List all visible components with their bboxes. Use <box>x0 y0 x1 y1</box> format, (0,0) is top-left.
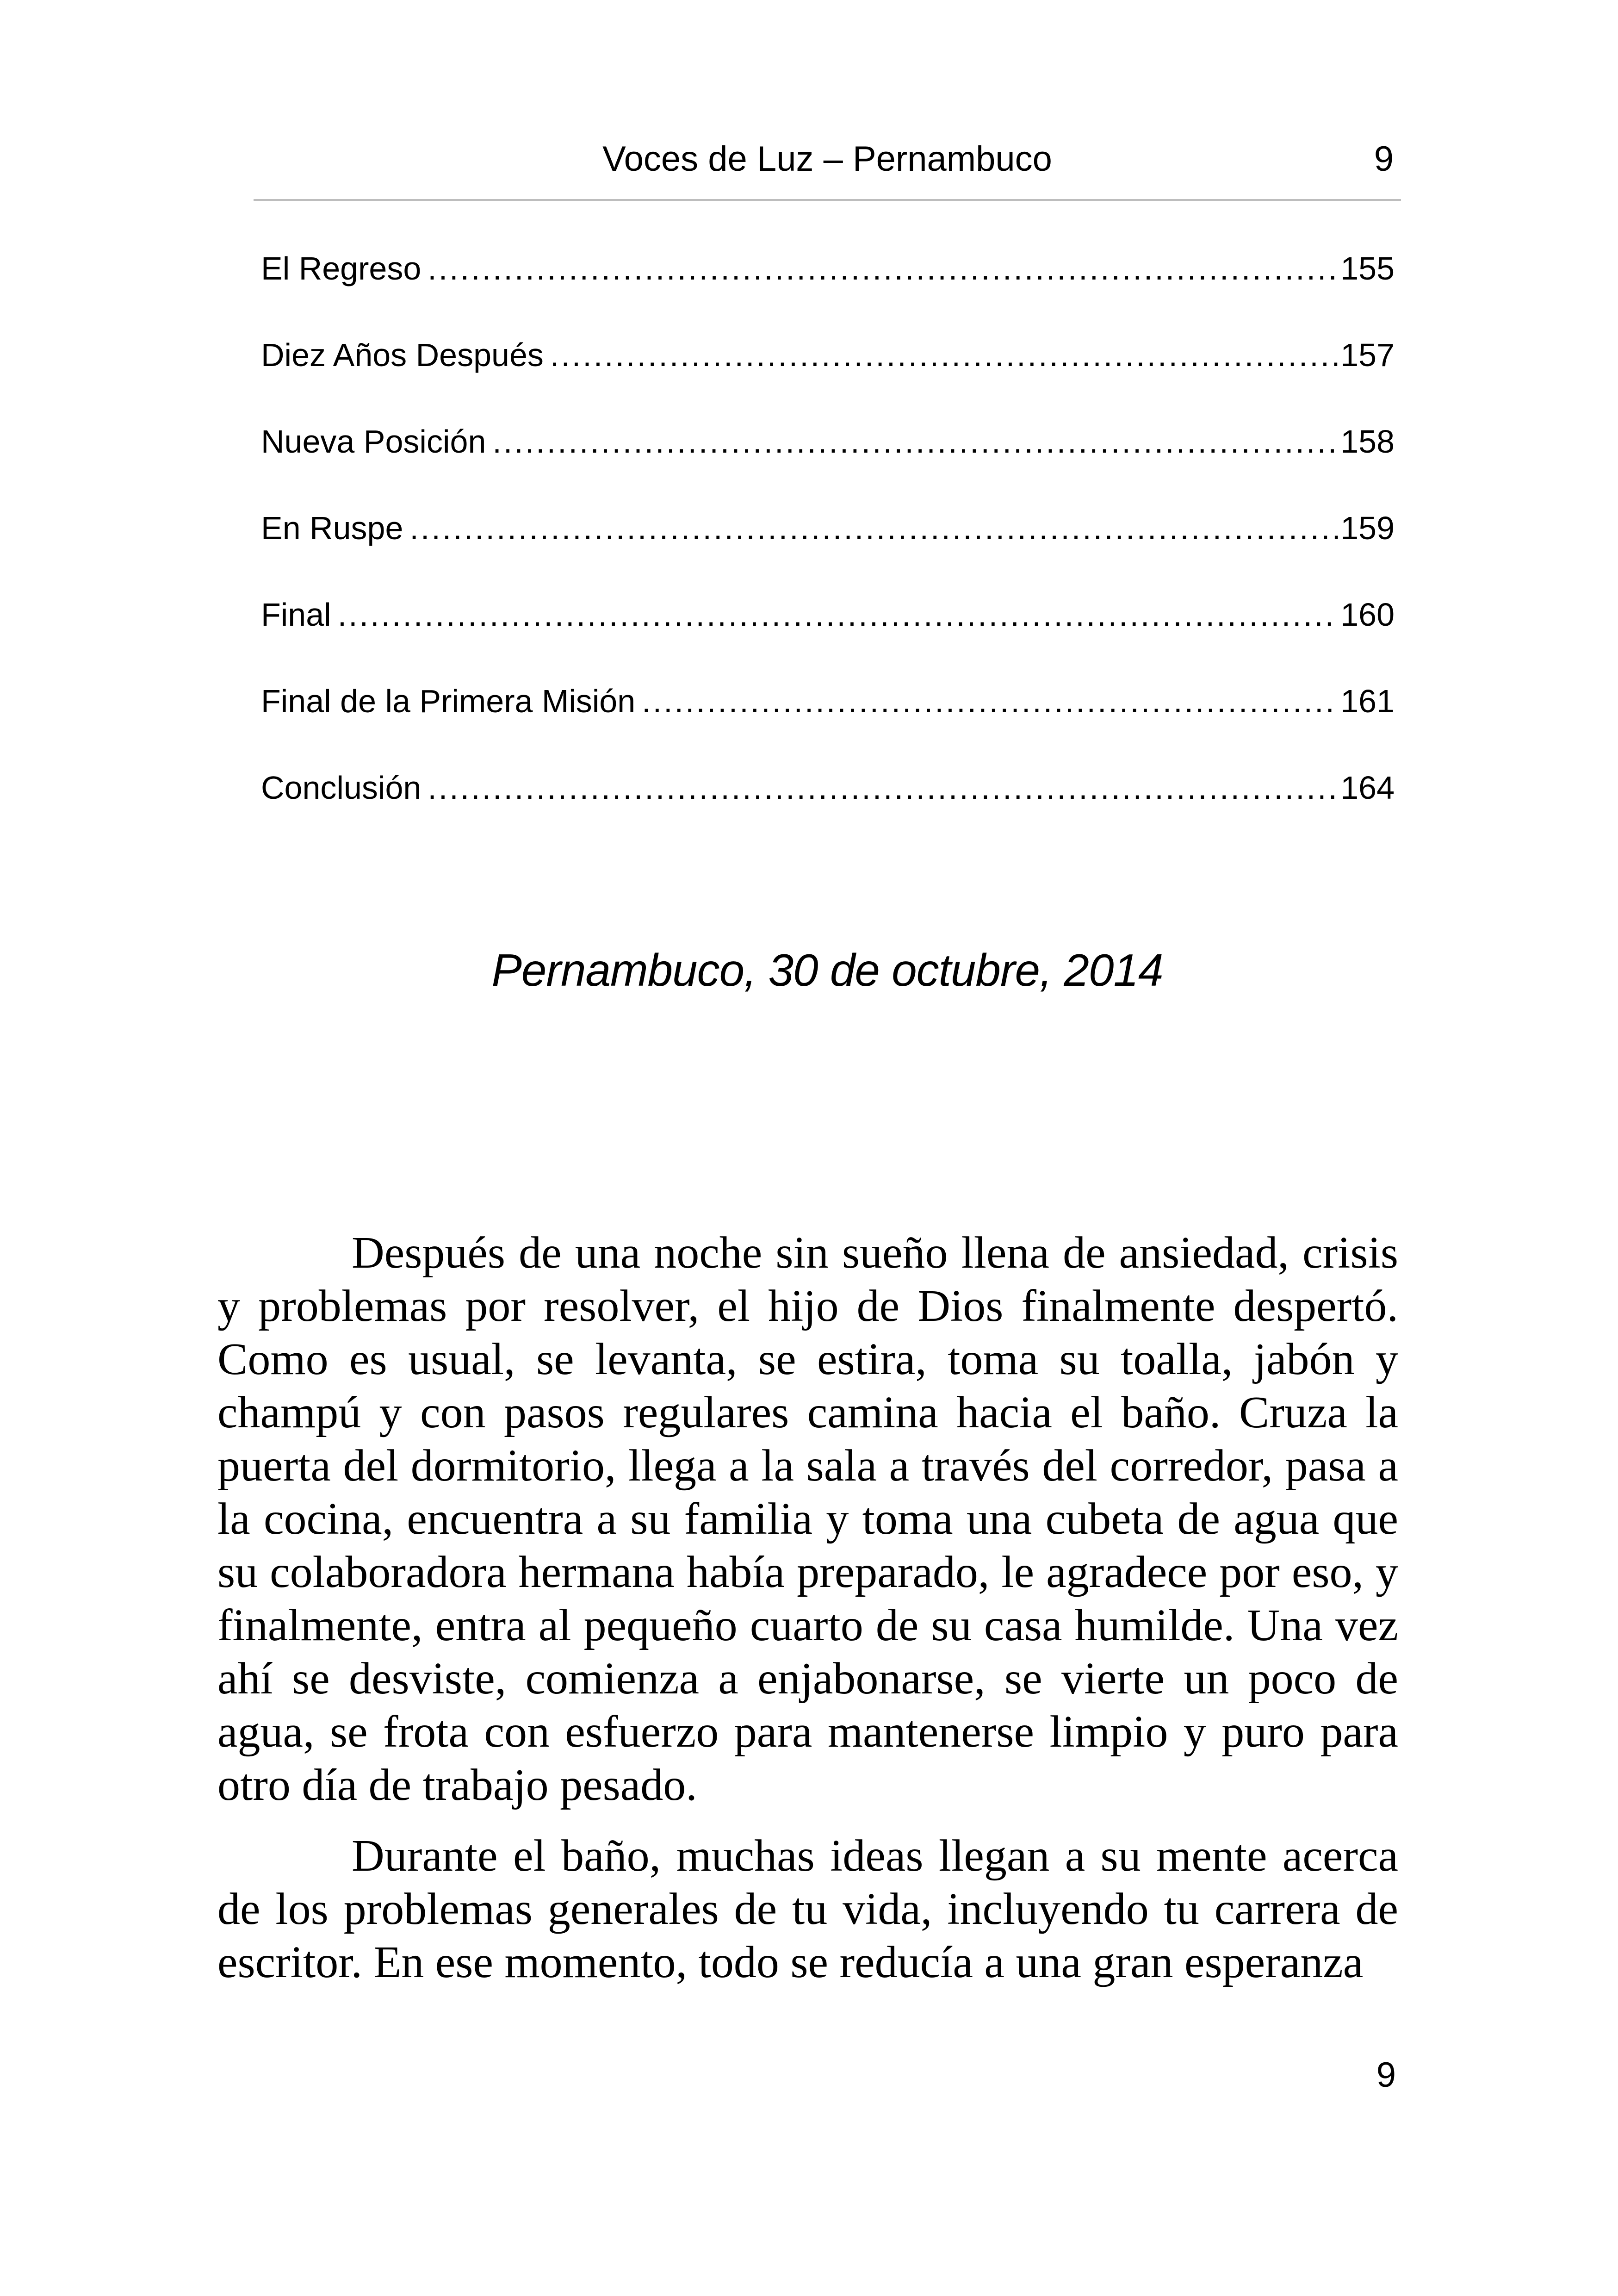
toc-entry-title: Final <box>261 597 331 633</box>
toc-dot-leader <box>642 669 1339 734</box>
footer-page-number: 9 <box>1376 2055 1396 2095</box>
body-text <box>217 1226 1398 2007</box>
toc-entry <box>261 409 1395 496</box>
running-header-page-number: 9 <box>1374 139 1394 179</box>
body-paragraph: Durante el baño, muchas ideas llegan a su mente acerca de los problemas generales de tu vida, incluyendo tu carrera de escritor. En ese momento, todo se reducía a una gran esperanza <box>217 1831 1398 1987</box>
toc-entry-page: 161 <box>1340 683 1395 719</box>
toc-entry <box>261 582 1395 669</box>
toc-entry-page: 157 <box>1340 337 1395 373</box>
toc-entry-title: Nueva Posición <box>261 423 486 460</box>
toc-dot-leader <box>428 755 1339 820</box>
toc-entry-title: En Ruspe <box>261 510 403 546</box>
date-heading: Pernambuco, 30 de octubre, 2014 <box>491 945 1163 996</box>
running-header <box>254 134 1401 201</box>
toc-dot-leader <box>409 496 1339 560</box>
toc-entry <box>261 236 1395 323</box>
toc-entry-page: 164 <box>1340 770 1395 806</box>
toc-entry <box>261 323 1395 409</box>
toc-dot-leader <box>338 582 1339 647</box>
toc-entry-title: Conclusión <box>261 770 422 806</box>
toc-entry <box>261 669 1395 755</box>
running-header-title: Voces de Luz – Pernambuco <box>602 139 1052 179</box>
toc-dot-leader <box>550 323 1339 387</box>
toc-dot-leader <box>492 409 1339 474</box>
toc-entry-page: 155 <box>1340 250 1395 286</box>
toc-entry-page: 158 <box>1340 423 1395 460</box>
toc-entry <box>261 496 1395 582</box>
body-paragraph: Después de una noche sin sueño llena de ansiedad, crisis y problemas por resolver, el hijo de Dios finalmente despertó. Como es usual, se levanta, se estira, toma su toalla, jabón y champú y con pasos regulares camina hacia el baño. Cruza la puerta del dormitorio, llega a la sala a través del corredor, pasa a la cocina, encuentra a su familia y toma una cubeta de agua que su colaboradora hermana había preparado, le agradece por eso, y finalmente, entra al pequeño cuarto de su casa humilde. Una vez ahí se desviste, comienza a enjabonarse, se vierte un poco de agua, se frota con esfuerzo para mantenerse limpio y puro para otro día de trabajo pesado. <box>217 1228 1398 1810</box>
toc-entry-page: 159 <box>1340 510 1395 546</box>
toc-entry-page: 160 <box>1340 597 1395 633</box>
toc-entry-title: Final de la Primera Misión <box>261 683 636 719</box>
toc-entry-title: Diez Años Después <box>261 337 544 373</box>
toc-entry-title: El Regreso <box>261 250 422 286</box>
table-of-contents <box>261 236 1395 842</box>
toc-entry <box>261 755 1395 842</box>
toc-dot-leader <box>428 236 1339 301</box>
